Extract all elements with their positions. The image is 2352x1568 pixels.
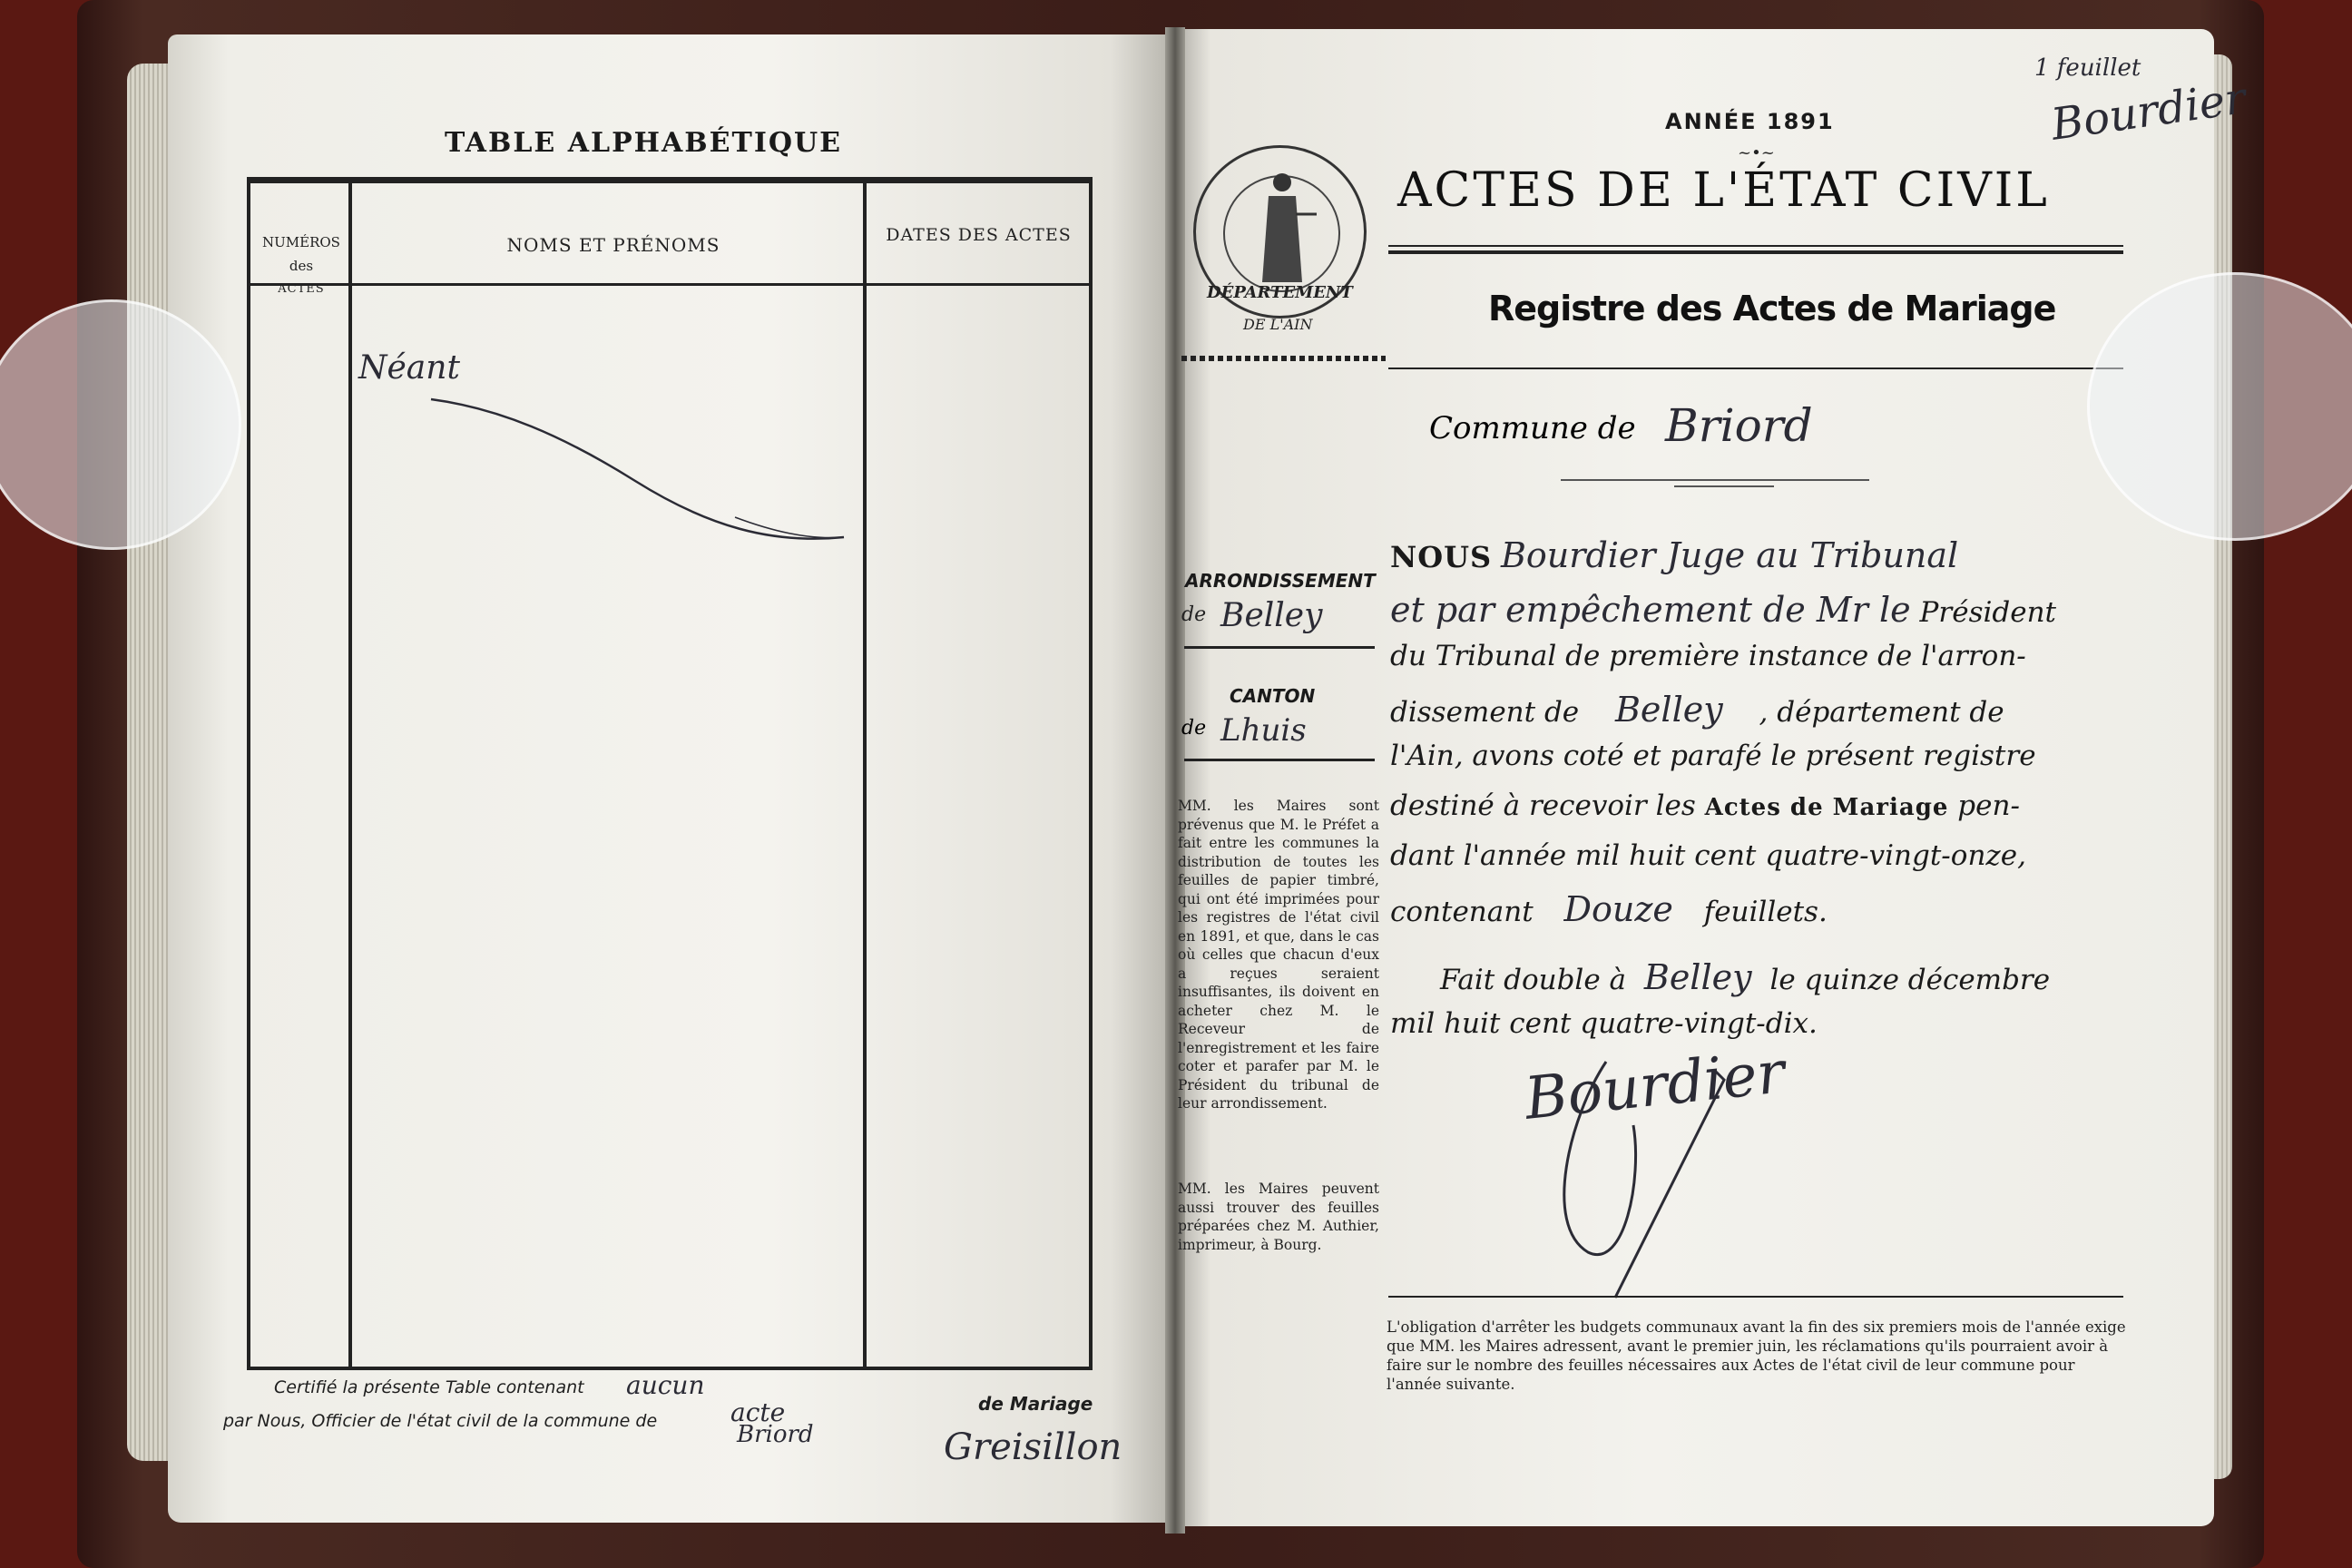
body-line-8 (1390, 889, 2134, 929)
table-col-divider (863, 183, 867, 1367)
commune-value: Briord (1665, 399, 1813, 452)
body-line-6 (1390, 789, 2134, 822)
col-numeros-des: des (289, 258, 314, 274)
seal-ain-text: DE L'AIN (1243, 316, 1313, 333)
year-ornament: ~•~ (1738, 143, 1775, 162)
budget-footnote: L'obligation d'arrêter les budgets communaux avant la fin des six premiers mois de l'année exige que MM. les Maires adressent, avant le premier juin, les réclamations qu'ils pourraient avoir à faire sur le nombre des feuilles nécessaires aux Actes de l'état civil de leur commune pour l'année suivante. (1387, 1318, 2126, 1393)
canton-de: de (1181, 717, 1207, 740)
body-line-1 (1390, 535, 2134, 575)
cert-handwritten-commune: Briord (737, 1421, 814, 1448)
body-line-7: dant l'année mil huit cent quatre-vingt-onze, (1390, 839, 2026, 872)
table-col-divider (348, 183, 352, 1367)
handwritten-belley: Belley (1615, 690, 1723, 730)
arrondissement-label: ARRONDISSEMENT (1185, 570, 1376, 592)
body-text: destiné à recevoir les (1390, 789, 1696, 822)
body-text: contenant (1390, 896, 1534, 928)
certification-line1: Certifié la présente Table contenant (274, 1377, 584, 1397)
body-line-4 (1390, 690, 2134, 730)
col-header-noms: NOMS ET PRÉNOMS (506, 234, 720, 256)
year-heading: ANNÉE 1891 (1665, 109, 1835, 134)
body-text: le quinze décembre (1769, 964, 2051, 996)
handwritten-neant: Néant (358, 349, 460, 387)
body-text: feuillets. (1703, 896, 1828, 928)
body-text: Président (1919, 596, 2057, 629)
maires-notice-2: MM. les Maires peuvent aussi trouver des feuilles préparées chez M. Authier, imprimeur, à Bourg. (1178, 1181, 1379, 1253)
nous-label: NOUS (1390, 540, 1493, 574)
judge-signature: Bourdier (1521, 1039, 1788, 1133)
body-line-2 (1390, 590, 2134, 630)
cert-handwritten-acte: acte (730, 1397, 786, 1427)
footnote-rule (1388, 1296, 2123, 1298)
title-rule (1388, 245, 2123, 247)
arrondissement-rule (1184, 646, 1375, 649)
seal-departement-text: DÉPARTEMENT (1207, 283, 1353, 302)
register-subtitle: Registre des Actes de Mariage (1488, 289, 2056, 328)
certification-line2: par Nous, Officier de l'état civil de la commune de (223, 1411, 658, 1431)
body-line-5: l'Ain, avons coté et parafé le présent registre (1390, 740, 2036, 772)
canton-value: Lhuis (1220, 712, 1307, 749)
body-line-9 (1390, 957, 2134, 997)
arrondissement-value: Belley (1220, 597, 1323, 634)
corner-note: 1 feuillet (2034, 54, 2141, 82)
register-main-title: ACTES DE L'ÉTAT CIVIL (1397, 163, 2050, 218)
neant-flourish (426, 381, 862, 554)
cert-handwritten-aucun: aucun (626, 1370, 705, 1400)
body-text: Fait double à (1440, 964, 1627, 996)
body-text: dissement de (1390, 696, 1580, 729)
officer-signature: Greisillon (944, 1426, 1122, 1468)
arrondissement-de: de (1181, 603, 1207, 626)
handwritten-belley-2: Belley (1643, 957, 1752, 997)
body-line-3: du Tribunal de première instance de l'arron- (1390, 640, 2026, 672)
handwritten-douze: Douze (1563, 889, 1673, 929)
seal-divider (1181, 356, 1386, 361)
col-numeros-label: NUMÉROS (262, 234, 340, 250)
col-numeros-actes: ACTES (278, 282, 325, 296)
subtitle-rule (1388, 368, 2123, 369)
book-gutter (1165, 27, 1185, 1534)
title-rule (1388, 250, 2123, 254)
corner-signature: Bourdier (2048, 73, 2249, 151)
body-line-10: mil huit cent quatre-vingt-dix. (1390, 1007, 1818, 1040)
canton-rule (1184, 759, 1375, 761)
commune-rule (1561, 479, 1869, 481)
col-header-dates: DATES DES ACTES (886, 225, 1072, 245)
body-text: , département de (1759, 696, 2004, 729)
table-title: TABLE ALPHABÉTIQUE (445, 127, 843, 159)
commune-label: Commune de (1429, 410, 1636, 446)
handwritten-judge: Bourdier Juge au Tribunal (1501, 535, 1959, 575)
maires-notice: MM. les Maires sont prévenus que M. le Préfet a fait entre les communes la distribution de toutes les feuilles de papier timbré, qui ont été imprimées pour les registres de l'état civil en 1891, et que, dans le cas où celles que chacun d'eux a reçues seraient insuffisantes, ils doivent en acheter chez M. le Receveur de l'enregistrement et les faire coter et parafer par M. le Président du tribunal de leur arrondissement. (1178, 798, 1379, 1112)
seal-figure-icon (1246, 164, 1318, 291)
col-header-numeros (256, 230, 347, 301)
commune-rule (1674, 485, 1774, 487)
handwritten-empechement: et par empêchement de Mr le (1390, 590, 1911, 630)
table-header-rule (250, 283, 1089, 286)
signature-flourish (1534, 1044, 1896, 1316)
body-text: pen- (1957, 789, 2020, 822)
canton-label: CANTON (1230, 685, 1316, 707)
de-mariage-label: de Mariage (978, 1393, 1093, 1415)
actes-de-mariage-smallcaps: Actes de Mariage (1704, 794, 1949, 821)
